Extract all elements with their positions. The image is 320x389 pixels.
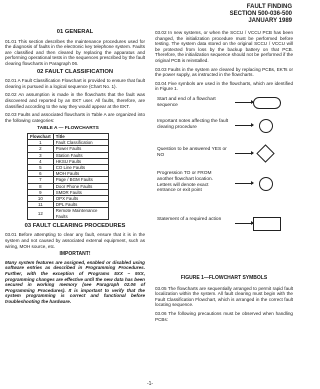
flowchart-title: OPX Faults (53, 195, 108, 201)
paragraph-03-02: 03.02 In new systems, or when the SCCU / VCCU PCB has been changed, the initialization procedure must be performed before testing. The system data stored on the original SCCU / VCCU will be protected from loss by the backup battery on that PCB. Therefore, the initialization sequence should not be performed if the original PCB is reinstalled. (155, 30, 293, 63)
legend-important-notes-label: Important notes affecting the fault clearing procedure (157, 118, 229, 130)
right-column (155, 30, 293, 325)
page-header (230, 4, 292, 25)
flowchart-title: Door Phone Faults (53, 183, 108, 189)
flowchart-number: 10 (28, 195, 54, 201)
flowchart-number: 12 (28, 208, 54, 219)
legend-arrow-icon (235, 223, 253, 224)
page-number: -1- (146, 381, 154, 387)
process-box-icon (253, 217, 281, 231)
flowchart-number: 6 (28, 171, 54, 177)
connector-circle-icon (259, 177, 273, 191)
section-01-title: 01 GENERAL (56, 29, 94, 35)
terminator-oval-icon (253, 97, 281, 109)
section-02-title: 02 FAULT CLASSIFICATION (36, 68, 114, 75)
flowchart-number: 3 (28, 152, 54, 158)
flowchart-title: CO Line Faults (53, 164, 108, 170)
paragraph-03-01: 03.01 Before attempting to clear any fault, ensure that it is in the system and not caused by associated external equipment, such as wiring, MOH source, etc. (5, 232, 145, 249)
flowchart-number: 4 (28, 158, 54, 164)
paragraph-03-05: 03.05 The flowcharts are sequentially arranged to permit rapid fault localization within the system. All fault clearing must begin with the Fault Classification Flowchart, which is arranged in the correct fault locating sequence. (155, 285, 293, 308)
note-circle-icon (259, 119, 273, 133)
table-caption: TABLE A — FLOWCHARTS (37, 126, 99, 132)
table-row (28, 208, 109, 219)
header-date: JANUARY 1989 (248, 18, 292, 24)
paragraph-02-01: 02.01 A Fault Classification Flowchart is provided to ensure that fault clearing is pursued in a logical sequence (Chart No. 1). (5, 78, 145, 89)
flowchart-title: DPL Faults (53, 202, 108, 208)
legend-arrow-icon (235, 153, 253, 154)
flowchart-number: 1 (28, 140, 54, 146)
figure-caption: FIGURE 1—FLOWCHART SYMBOLS (180, 274, 268, 281)
table-body (28, 140, 109, 220)
flowchart-title: Fault Classification (53, 140, 108, 146)
legend-arrow-icon (235, 102, 253, 103)
legend-arrow-icon (235, 183, 253, 184)
flowchart-title: Power Faults (53, 146, 108, 152)
legend-progression-label: Progression TO or FROM another flowchart location. Letters will denote exact entrance or exit point (157, 170, 213, 194)
flowchart-number: 8 (28, 183, 54, 189)
flowchart-number: 9 (28, 189, 54, 195)
flowcharts-table (27, 126, 109, 219)
flowchart-title: HKSU Faults (53, 158, 108, 164)
flowchart-title: Remote Maintenance Faults (53, 208, 108, 219)
paragraph-01-01: 01.01 This section describes the maintenance procedures used for the diagnosis of faults in the electronic key telephone system. Faults are classified and then cleared by replacing the apparatus and performing operational tests in the sequences prescribed by the fault clearing flowcharts in Paragraph 06. (5, 38, 145, 66)
flowchart-number: 11 (28, 202, 54, 208)
flowchart-number: 2 (28, 146, 54, 152)
paragraph-03-04: 03.04 Five symbols are used in the flowcharts, which are identified in Figure 1. (155, 80, 293, 92)
flowchart-title: Station Faults (53, 152, 108, 158)
legend-statement-label: Statement of a required action (157, 216, 222, 222)
important-note: Many system features are assigned, enabled or disabled using software entries as described in Programming Procedures. Further, with the exception of Programs 5XX – 9XX, programming changes are effective until the new data has been secured in working memory (see Paragraph 02.06 of Programming Procedures). It is important to verify that the system programming is correct and functional before troubleshooting the hardware. (5, 259, 145, 304)
flowchart-symbols-legend (155, 95, 293, 273)
legend-question-label: Question to be answered YES or NO (157, 146, 227, 158)
paragraph-03-03: 03.03 Faults in the system are cleared by replacing PCBs, EKTs or the power supply, as instructed in the flowcharts. (155, 66, 293, 78)
flowchart-title: SMDR Faults (53, 189, 108, 195)
important-heading: IMPORTANT! (59, 251, 91, 258)
table-header-flowchart: Flowchart (28, 133, 54, 139)
decision-diamond-icon (256, 144, 274, 162)
flowchart-number: 7 (28, 177, 54, 183)
left-column (5, 30, 145, 307)
flowchart-number: 5 (28, 164, 54, 170)
flowchart-title: MOH Faults (53, 171, 108, 177)
section-03-title: 03 FAULT CLEARING PROCEDURES (24, 222, 126, 229)
header-title: FAULT FINDING (246, 4, 292, 10)
paragraph-03-06: 03.06 The following precautions must be observed when handling PCBs: (155, 310, 293, 322)
header-section: SECTION 500-036-500 (229, 11, 292, 17)
legend-start-end-label: Start and end of a flowchart sequence (157, 96, 216, 108)
paragraph-02-02: 02.02 An assumption is made in the flowcharts that the fault was discovered and reported by an EKT user. All faults, therefore, are classified according to the way they would appear at the EKT. (5, 92, 145, 109)
table-header-title: Title (53, 133, 108, 139)
paragraph-02-03: 02.03 Faults and associated flowcharts in Table A are organized into the following categories: (5, 112, 145, 123)
legend-arrow-icon (235, 125, 253, 126)
flowchart-title: Page / BGM Faults (53, 177, 108, 183)
